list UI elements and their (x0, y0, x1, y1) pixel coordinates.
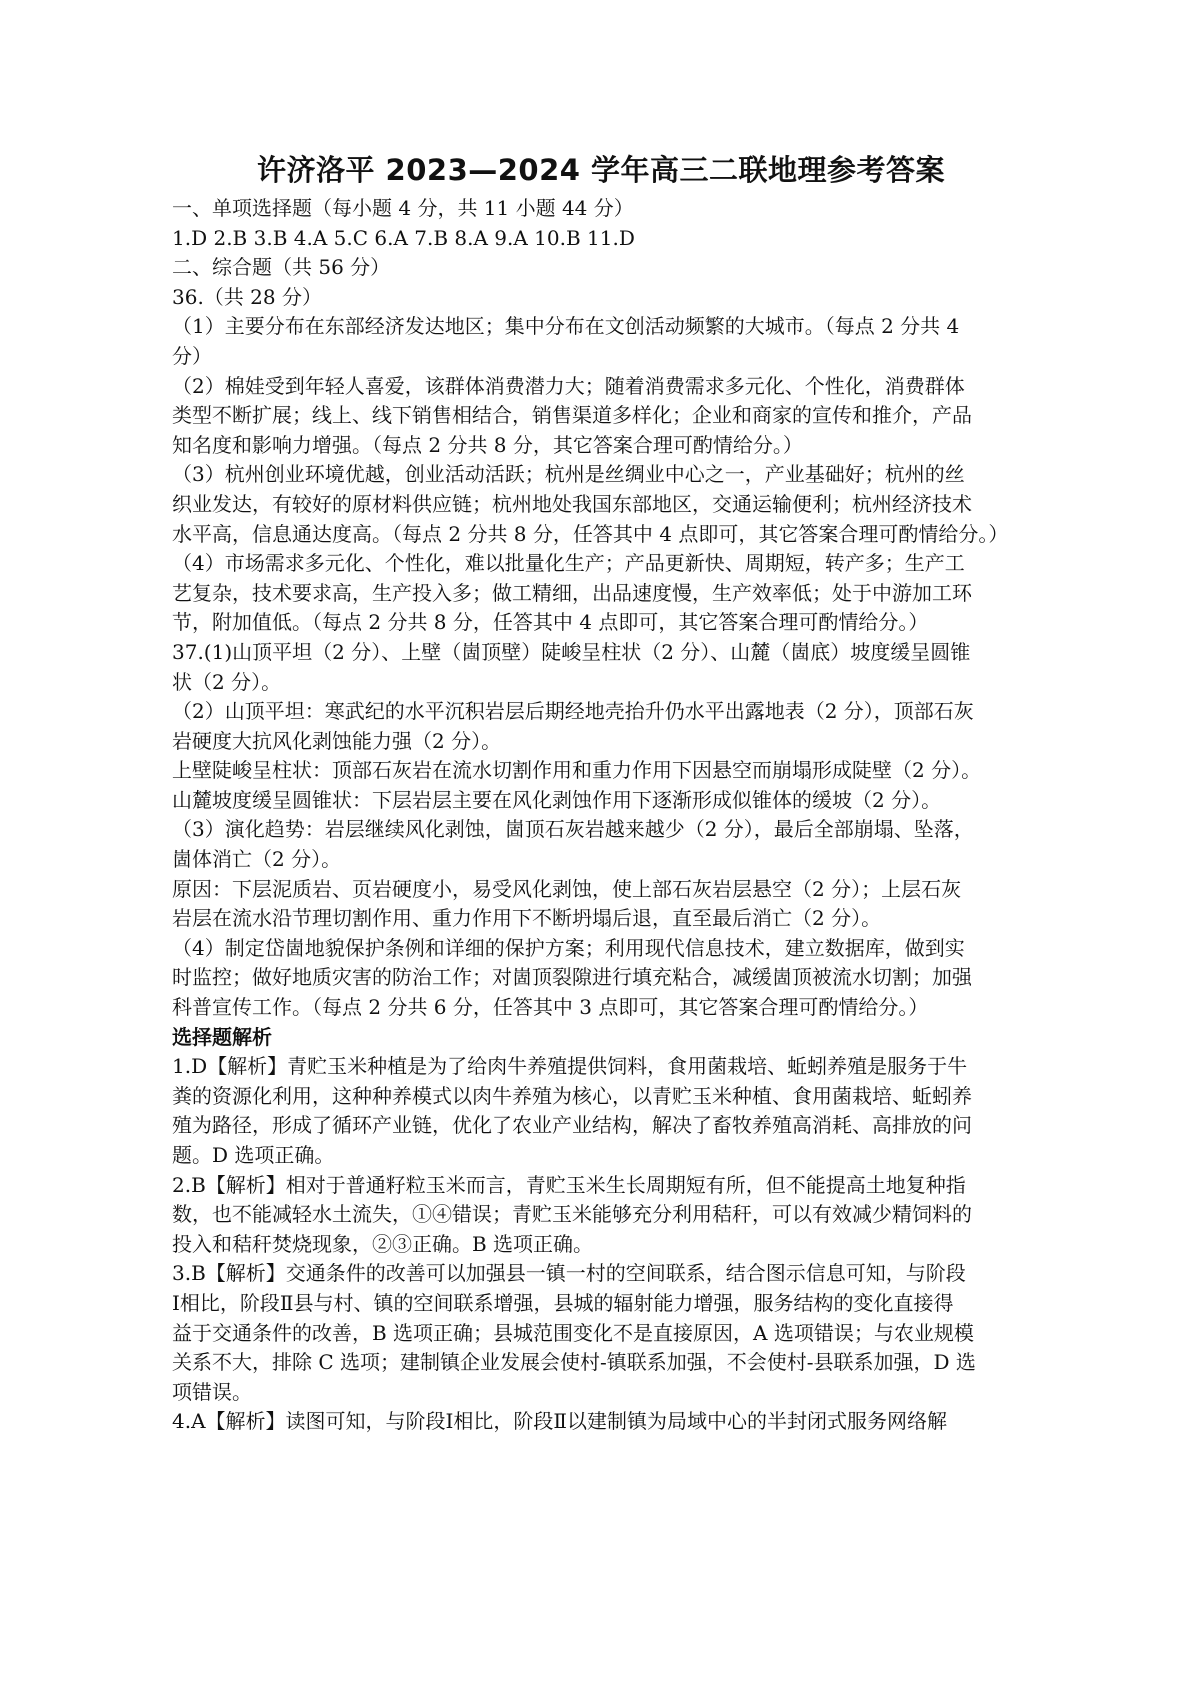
text-line: 4.A【解析】读图可知，与阶段Ⅰ相比，阶段Ⅱ以建制镇为局域中心的半封闭式服务网络解 (172, 1409, 948, 1434)
text-line: （4）制定岱崮地貌保护条例和详细的保护方案；利用现代信息技术，建立数据库，做到实 (172, 935, 965, 960)
text-line: （3）杭州创业环境优越，创业活动活跃；杭州是丝绸业中心之一，产业基础好；杭州的丝 (172, 462, 965, 487)
document-title: 许济洛平 2023—2024 学年高三二联地理参考答案 (256, 153, 946, 187)
text-line: 3.B【解析】交通条件的改善可以加强县一镇一村的空间联系，结合图示信息可知，与阶段 (172, 1261, 966, 1286)
text-line: 殖为路径，形成了循环产业链，优化了农业产业结构，解决了畜牧养殖高消耗、高排放的问 (172, 1113, 972, 1138)
text-line: 艺复杂，技术要求高，生产投入多；做工精细，出品速度慢，生产效率低；处于中游加工环 (172, 580, 972, 605)
text-line: 原因：下层泥质岩、页岩硬度小，易受风化剥蚀，使上部石灰岩层悬空（2 分）；上层石灰 (172, 876, 962, 901)
text-line: 粪的资源化利用，这种种养模式以肉牛养殖为核心，以青贮玉米种植、食用菌栽培、蚯蚓养 (172, 1083, 972, 1108)
text-line: 节，附加值低。（每点 2 分共 8 分，任答其中 4 点即可，其它答案合理可酌情给分。） (172, 610, 929, 635)
text-line: 岩层在流水沿节理切割作用、重力作用下不断坍塌后退，直至最后消亡（2 分）。 (172, 906, 882, 931)
text-line: 类型不断扩展；线上、线下销售相结合，销售渠道多样化；企业和商家的宣传和推介，产品 (172, 403, 972, 428)
text-line: Ⅰ相比，阶段Ⅱ县与村、镇的空间联系增强，县城的辐射能力增强，服务结构的变化直接得 (172, 1290, 954, 1315)
text-line: 岩硬度大抗风化剥蚀能力强（2 分）。 (172, 728, 502, 753)
section-heading: 选择题解析 (172, 1024, 272, 1049)
text-line: 分） (172, 343, 212, 368)
text-line: 时监控；做好地质灾害的防治工作；对崮顶裂隙进行填充粘合，减缓崮顶被流水切割；加强 (172, 965, 972, 990)
text-line: 上壁陡峻呈柱状：顶部石灰岩在流水切割作用和重力作用下因悬空而崩塌形成陡壁（2 分）。 (172, 758, 982, 783)
text-line: 1.D 2.B 3.B 4.A 5.C 6.A 7.B 8.A 9.A 10.B 11.D (172, 225, 635, 250)
text-line: 二、综合题（共 56 分） (172, 255, 391, 280)
text-line: 项错误。 (172, 1379, 252, 1404)
text-line: 关系不大，排除 C 选项；建制镇企业发展会使村-镇联系加强，不会使村-县联系加强，D 选 (172, 1350, 976, 1375)
text-line: 投入和秸秆焚烧现象，②③正确。B 选项正确。 (172, 1231, 594, 1256)
text-line: 题。D 选项正确。 (172, 1143, 335, 1167)
text-line: （3）演化趋势：岩层继续风化剥蚀，崮顶石灰岩越来越少（2 分），最后全部崩塌、坠落， (172, 817, 974, 842)
text-line: 1.D【解析】青贮玉米种植是为了给肉牛养殖提供饲料，食用菌栽培、蚯蚓养殖是服务于牛 (172, 1054, 968, 1079)
text-line: 崮体消亡（2 分）。 (172, 847, 342, 872)
text-line: 益于交通条件的改善，B 选项正确；县城范围变化不是直接原因，A 选项错误；与农业规模 (172, 1320, 974, 1345)
text-line: （1）主要分布在东部经济发达地区；集中分布在文创活动频繁的大城市。（每点 2 分共 4 (172, 314, 960, 339)
text-line: 知名度和影响力增强。（每点 2 分共 8 分，其它答案合理可酌情给分。） (172, 432, 803, 457)
text-line: 水平高，信息通达度高。（每点 2 分共 8 分，任答其中 4 点即可，其它答案合理可酌情给分。） (172, 521, 1009, 546)
text-line: （4）市场需求多元化、个性化，难以批量化生产；产品更新快、周期短，转产多；生产工 (172, 551, 965, 576)
text-line: 36.（共 28 分） (172, 284, 322, 309)
text-line: 37.(1)山顶平坦（2 分）、上壁（崮顶壁）陡峻呈柱状（2 分）、山麓（崮底）坡度缓呈圆锥 (172, 639, 971, 664)
answer-document (172, 150, 1030, 1437)
text-line: 2.B【解析】相对于普通籽粒玉米而言，青贮玉米生长周期短有所，但不能提高土地复种指 (172, 1172, 966, 1197)
text-line: （2）山顶平坦：寒武纪的水平沉积岩层后期经地壳抬升仍水平出露地表（2 分），顶部石灰 (172, 699, 974, 724)
text-line: 状（2 分）。 (172, 669, 282, 694)
text-line: 科普宣传工作。（每点 2 分共 6 分，任答其中 3 点即可，其它答案合理可酌情给分。） (172, 995, 929, 1020)
text-line: 数，也不能减轻水土流失，①④错误；青贮玉米能够充分利用秸秆，可以有效减少精饲料的 (172, 1202, 972, 1227)
document-body (172, 194, 1030, 1437)
text-line: （2）棉娃受到年轻人喜爱，该群体消费潜力大；随着消费需求多元化、个性化，消费群体 (172, 373, 965, 398)
text-line: 织业发达，有较好的原材料供应链；杭州地处我国东部地区，交通运输便利；杭州经济技术 (172, 491, 972, 516)
text-line: 一、单项选择题（每小题 4 分，共 11 小题 44 分） (172, 196, 634, 220)
text-line: 山麓坡度缓呈圆锥状：下层岩层主要在风化剥蚀作用下逐渐形成似锥体的缓坡（2 分）。 (172, 787, 942, 812)
